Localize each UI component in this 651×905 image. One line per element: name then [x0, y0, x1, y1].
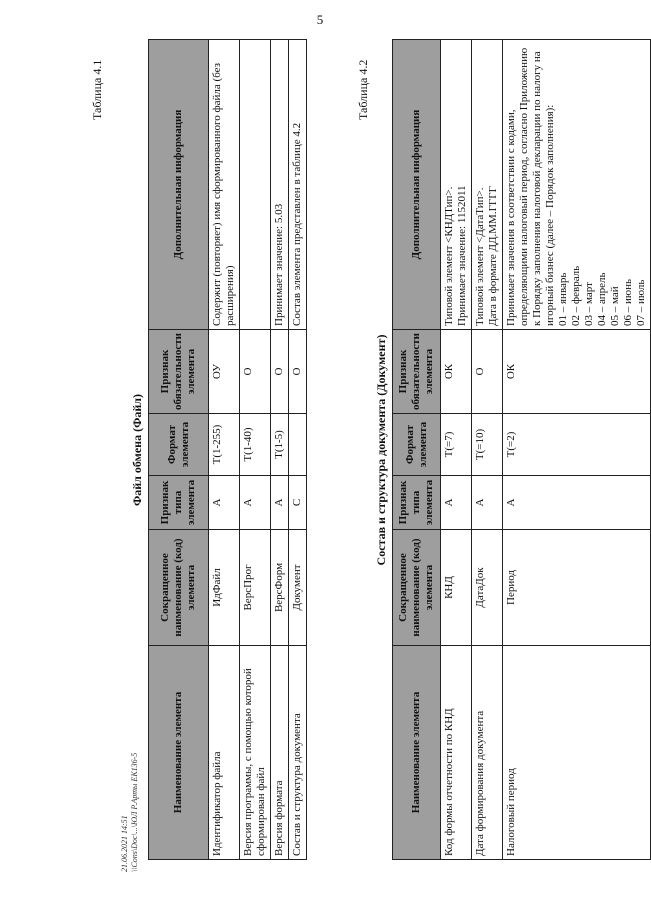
table-4-2-header-row	[393, 40, 441, 860]
table-row	[289, 40, 307, 860]
info-line: 07 – июль	[635, 279, 647, 326]
table-4-2-caption: Состав и структура документа (Документ)	[374, 334, 388, 566]
cell-info	[503, 40, 651, 330]
col-header-code: Сокращенное наименование (код) элемента	[393, 530, 441, 646]
cell-type: А	[209, 476, 240, 530]
info-line: 03 – март	[583, 282, 595, 326]
cell-type: А	[240, 476, 271, 530]
cell-code: ДатаДок	[472, 530, 503, 646]
cell-code: КНД	[441, 530, 472, 646]
cell-info	[240, 40, 271, 330]
cell-type: А	[271, 476, 289, 530]
col-header-format: Формат элемента	[393, 414, 441, 476]
table-row	[209, 40, 240, 860]
table-row	[240, 40, 271, 860]
cell-required: О	[472, 330, 503, 414]
cell-name: Состав и структура документа	[289, 646, 307, 860]
rotated-page-content	[84, 40, 647, 860]
cell-required: ОК	[503, 330, 651, 414]
cell-required: ОК	[441, 330, 472, 414]
table-4-1-caption: Файл обмена (Файл)	[130, 393, 144, 507]
col-header-name: Наименование элемента	[149, 646, 209, 860]
col-header-format: Формат элемента	[149, 414, 209, 476]
cell-required: О	[271, 330, 289, 414]
info-line: Принимает значение: 1152011	[456, 185, 468, 326]
cell-name: Дата формирования документа	[472, 646, 503, 860]
info-line: Типовой элемент <КНДТип>.	[443, 186, 455, 326]
cell-format: T(=7)	[441, 414, 472, 476]
print-footer	[120, 753, 140, 872]
cell-info	[441, 40, 472, 330]
col-header-info: Дополнительная информация	[149, 40, 209, 330]
cell-type: А	[472, 476, 503, 530]
cell-code: ВерсПрог	[240, 530, 271, 646]
table-row	[441, 40, 472, 860]
info-line: 01 – январь	[557, 272, 569, 326]
page-number: 5	[316, 12, 324, 27]
info-line: Дата в формате ДД.ММ.ГГГГ	[487, 185, 499, 326]
cell-required: ОУ	[209, 330, 240, 414]
cell-format: T(1-40)	[240, 414, 271, 476]
info-line: 04 – апрель	[596, 272, 608, 326]
col-header-code: Сокращенное наименование (код) элемента	[149, 530, 209, 646]
cell-info	[472, 40, 503, 330]
cell-required: О	[240, 330, 271, 414]
table-row	[472, 40, 503, 860]
cell-name: Версия формата	[271, 646, 289, 860]
cell-code: ВерсФорм	[271, 530, 289, 646]
table-4-2	[392, 39, 651, 860]
cell-info: Содержит (повторяет) имя сформированного файла (без расширения)	[209, 40, 240, 330]
table-4-1	[148, 39, 307, 860]
info-line: Типовой элемент <ДатаТип>.	[474, 187, 486, 326]
col-header-type: Признак типа элемента	[149, 476, 209, 530]
cell-type: С	[289, 476, 307, 530]
cell-code: ИдФайл	[209, 530, 240, 646]
cell-format: T(1-255)	[209, 414, 240, 476]
col-header-required: Признак обязательности элемента	[149, 330, 209, 414]
cell-name: Код формы отчетности по КНД	[441, 646, 472, 860]
info-line: Принимает значения в соответствии с кодами, определяющими налоговый период, согласно Приложению к Порядку заполнения налоговой декларации по налогу на игорный бизнес (далее – Порядок заполнения):	[505, 47, 556, 326]
cell-name: Версия программы, с помощью которой сформирован файл	[240, 646, 271, 860]
table-row	[271, 40, 289, 860]
col-header-required: Признак обязательности элемента	[393, 330, 441, 414]
table-4-2-label: Таблица 4.2	[356, 59, 370, 120]
table-4-1-label: Таблица 4.1	[90, 59, 104, 120]
table-4-1-header-row	[149, 40, 209, 860]
info-line: 05 – май	[609, 286, 621, 326]
col-header-info: Дополнительная информация	[393, 40, 441, 330]
cell-type: А	[503, 476, 651, 530]
col-header-name: Наименование элемента	[393, 646, 441, 860]
cell-code: Период	[503, 530, 651, 646]
info-line: 02 – февраль	[570, 265, 582, 326]
cell-name: Налоговый период	[503, 646, 651, 860]
cell-format: T(=10)	[472, 414, 503, 476]
cell-info: Принимает значение: 5.03	[271, 40, 289, 330]
cell-code: Документ	[289, 530, 307, 646]
cell-name: Идентификатор файла	[209, 646, 240, 860]
table-row	[503, 40, 651, 860]
cell-type: А	[441, 476, 472, 530]
cell-format: T(1-5)	[271, 414, 289, 476]
footer-date: 21.06.2021 14:51	[120, 815, 129, 872]
info-line: 06 – июнь	[622, 278, 634, 326]
cell-required: О	[289, 330, 307, 414]
cell-format	[289, 414, 307, 476]
cell-format: T(=2)	[503, 414, 651, 476]
col-header-type: Признак типа элемента	[393, 476, 441, 530]
footer-path: \\Cons\Doc\...\ЮЛ Р.Арты ЕК136-5	[130, 752, 139, 872]
cell-info: Состав элемента представлен в таблице 4.2	[289, 40, 307, 330]
